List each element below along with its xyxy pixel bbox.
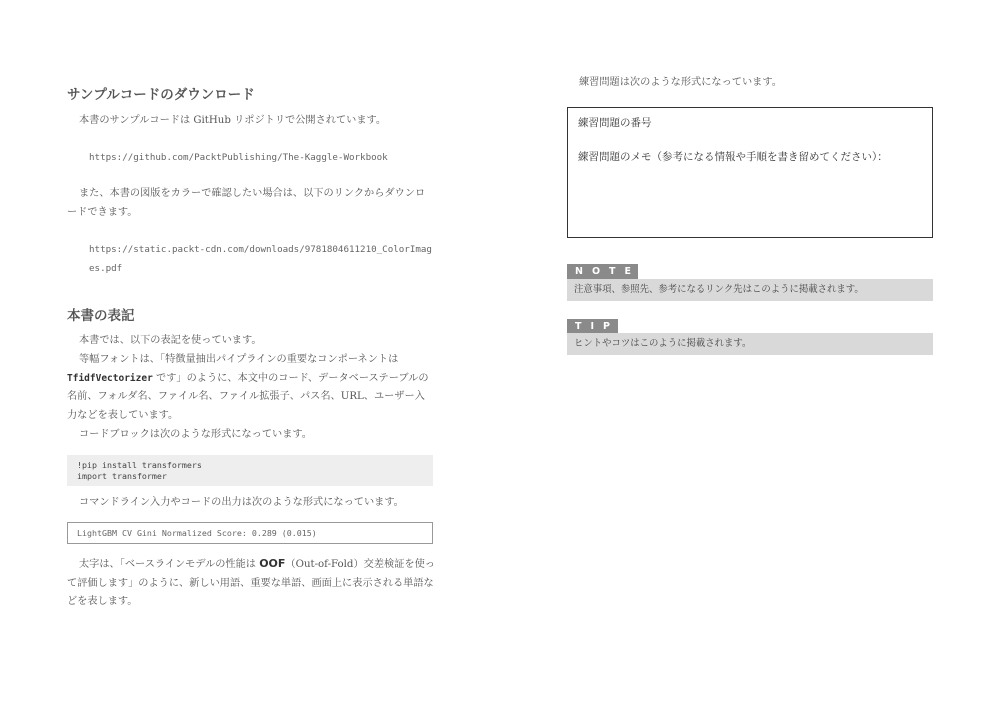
paragraph-bold (67, 555, 435, 612)
paragraph-output-intro: コマンドライン入力やコードの出力は次のような形式になっています。 (79, 497, 404, 508)
monospace-text-before: 等幅フォントは、「特徴量抽出パイプラインの重要なコンポーネントは (79, 354, 399, 365)
github-url-link[interactable]: https://github.com/PacktPublishing/The-Kaggle-Workbook (89, 152, 388, 163)
bold-term: OOF (259, 557, 286, 570)
exercise-memo: 練習問題のメモ（参考になる情報や手順を書き留めてください）： (578, 151, 888, 163)
exercise-box (567, 107, 933, 238)
bold-text-after: （Out-of-Fold）交差検証を使って評価します」のように、新しい用語、重要な単語、画面上に表示される単語などを表します。 (67, 559, 435, 608)
note-text: 注意事項、参照先、参考になるリンク先はこのように掲載されます。 (567, 279, 933, 301)
inline-code: TfidfVectorizer (67, 372, 153, 384)
output-block: LightGBM CV Gini Normalized Score: 0.289 (0.015) (67, 522, 433, 544)
color-images-url-link[interactable]: https://static.packt-cdn.com/downloads/9781804611210_ColorImages.pdf (89, 244, 432, 274)
paragraph-color-images: また、本書の図版をカラーで確認したい場合は、以下のリンクからダウンロードできます。 (67, 188, 426, 218)
section-heading-conventions: 本書の表記 (67, 308, 135, 324)
tip-label: TIP (567, 319, 618, 334)
paragraph-github: 本書のサンプルコードは GitHub リポジトリで公開されています。 (79, 115, 387, 126)
exercise-title: 練習問題の番号 (578, 117, 652, 129)
paragraph-exercise-intro: 練習問題は次のような形式になっています。 (579, 77, 782, 88)
note-label: NOTE (567, 264, 638, 279)
section-heading-sample-code: サンプルコードのダウンロード (67, 87, 255, 103)
bold-text-before: 太字は、「ベースラインモデルの性能は (79, 559, 260, 570)
code-line: import transformer (77, 471, 167, 481)
paragraph-monospace (67, 351, 435, 425)
code-block (67, 455, 433, 486)
monospace-text-after: です」のように、本文中のコード、データベーステーブルの名前、フォルダ名、ファイル名、ファイル拡張子、パス名、URL、ユーザー入力などを表しています。 (67, 372, 429, 421)
tip-text: ヒントやコツはこのように掲載されます。 (567, 333, 933, 355)
paragraph-code-block-intro: コードブロックは次のような形式になっています。 (79, 429, 312, 440)
code-line: !pip install transformers (77, 460, 202, 470)
paragraph-conventions-intro: 本書では、以下の表記を使っています。 (79, 335, 262, 346)
